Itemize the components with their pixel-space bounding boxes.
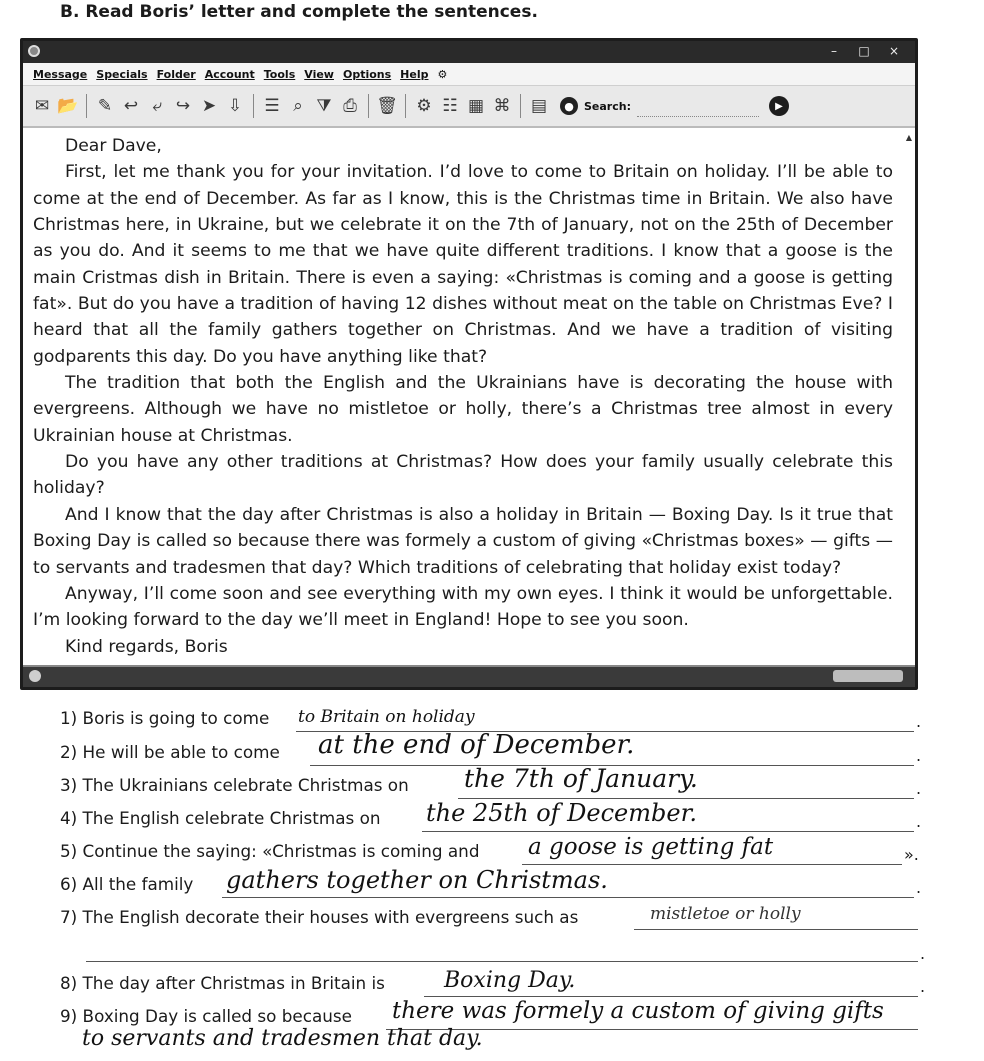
mail-window [20, 38, 918, 690]
vertical-scrollbar[interactable] [905, 133, 913, 663]
letter-paragraph: And I know that the day after Christmas is also a holiday in Britain — Boxing Day. Is it true that Boxing Day is called so because there was formely a custom of giving «Christmas boxes» — gifts — to servants and tradesmen that day? Which traditions of celebrating that holiday exist today? [33, 504, 893, 578]
question-3: 3) The Ukrainians celebrate Christmas on [60, 775, 409, 795]
letter-greeting: Dear Dave, [65, 136, 162, 156]
question-7: 7) The English decorate their houses with evergreens such as [60, 907, 579, 927]
find-icon[interactable]: ⌕ [293, 96, 303, 116]
exercise-heading: B. Read Boris’ letter and complete the sentences. [60, 2, 538, 22]
tag-icon[interactable]: ⌘ [493, 96, 511, 116]
receive-icon[interactable]: ⇩ [227, 96, 243, 116]
saying-end-mark: ». [904, 845, 919, 864]
question-1: 1) Boris is going to come [60, 708, 270, 728]
app-icon [28, 45, 40, 57]
menu-message[interactable]: Message [33, 67, 88, 81]
letter-closing: Kind regards, Boris [65, 636, 228, 657]
menu-specials[interactable]: Specials [96, 67, 148, 81]
calendar-icon[interactable]: ▦ [467, 96, 485, 116]
letter-paragraph: Do you have any other traditions at Christmas? How does your family usually celebrate this holiday? [33, 452, 893, 499]
search-input[interactable] [637, 96, 759, 117]
notes-icon[interactable]: ☷ [442, 96, 458, 116]
forward-icon[interactable]: ↪ [175, 96, 191, 116]
address-book-icon[interactable]: ☰ [264, 96, 280, 116]
reply-all-icon[interactable]: ⤶ [152, 96, 162, 116]
question-9: 9) Boxing Day is called so because [60, 1006, 352, 1026]
answer-1[interactable]: to Britain on holiday [298, 707, 475, 727]
question-5: 5) Continue the saying: «Christmas is coming and [60, 841, 480, 861]
folder-icon[interactable]: 📂 [57, 96, 79, 116]
menu-view[interactable]: View [304, 67, 334, 81]
menu-bar [23, 63, 915, 86]
toolbar [23, 86, 915, 128]
maximize-button[interactable]: □ [858, 44, 870, 58]
question-2: 2) He will be able to come [60, 742, 280, 762]
question-8: 8) The day after Christmas in Britain is [60, 973, 385, 993]
answer-5[interactable]: a goose is getting fat [528, 834, 774, 860]
settings-icon[interactable]: ⚙ [416, 96, 432, 116]
status-bar [23, 665, 915, 687]
answer-8[interactable]: Boxing Day. [444, 968, 576, 993]
close-button[interactable]: × [888, 44, 900, 58]
status-icon [29, 670, 41, 682]
letter-paragraph: The tradition that both the English and the Ukrainians have is decorating the house with evergreens. Although we have no mistletoe or holly, there’s a Christmas tree almost in every Ukrainian house at Christmas. [33, 373, 893, 446]
online-status-badge [833, 670, 903, 682]
letter-paragraph: Anyway, I’ll come soon and see everything with my own eyes. I think it would be unforgettable. I’m looking forward to the day we’ll meet in England! Hope to see you soon. [33, 583, 893, 631]
print-icon[interactable]: ⎙ [343, 96, 357, 116]
search-label: Search: [584, 99, 631, 113]
search-go-icon[interactable]: ▶ [769, 96, 789, 116]
answer-2[interactable]: at the end of December. [318, 730, 635, 760]
menu-extra-icon[interactable]: ⚙ [437, 67, 448, 81]
write-icon[interactable]: ✎ [97, 96, 113, 116]
menu-account[interactable]: Account [204, 67, 255, 81]
menu-options[interactable]: Options [342, 67, 392, 81]
search-icon[interactable]: ● [560, 97, 578, 115]
inbox-icon[interactable]: ✉ [34, 96, 50, 116]
menu-help[interactable]: Help [400, 67, 429, 81]
view-icon[interactable]: ▤ [530, 96, 548, 116]
filter-icon[interactable]: ⧩ [316, 96, 332, 116]
answer-9[interactable]: there was formely a custom of giving gifts [392, 998, 884, 1024]
reply-icon[interactable]: ↩ [123, 96, 139, 116]
menu-tools[interactable]: Tools [263, 67, 296, 81]
answer-3[interactable]: the 7th of January. [464, 764, 698, 793]
menu-folder[interactable]: Folder [156, 67, 196, 81]
question-6: 6) All the family [60, 874, 194, 894]
title-bar [23, 41, 915, 63]
answer-6[interactable]: gathers together on Christmas. [226, 866, 608, 894]
letter-body [33, 133, 893, 660]
answer-9-continued[interactable]: to servants and tradesmen that day. [82, 1026, 483, 1051]
scroll-up-icon[interactable]: ▲ [905, 133, 913, 142]
question-4: 4) The English celebrate Christmas on [60, 808, 381, 828]
send-icon[interactable]: ➤ [201, 96, 217, 116]
answer-4[interactable]: the 25th of December. [426, 799, 698, 827]
delete-icon[interactable]: 🗑 [376, 96, 398, 116]
minimize-button[interactable]: – [831, 44, 837, 58]
letter-paragraph: First, let me thank you for your invitation. I’d love to come to Britain on holiday. I’ll be able to come at the end of December. As far as I know, this is the Christmas time in Britain. We also have Christmas here, in Ukraine, but we celebrate it on the 7th of January, not on the 25th of December as you do. And it seems to me that we have quite different traditions. I know that a goose is the main Cristmas dish in Britain. There is even a saying: «Christmas is coming and a goose is getting fat». But do you have a tradition of having 12 dishes without meat on the table on Christmas Eve? I heard that all the family gathers together on Christmas. And we have a tradition of visiting godparents this day. Do you have anything like that? [33, 162, 893, 367]
answer-7[interactable]: mistletoe or holly [650, 904, 801, 924]
